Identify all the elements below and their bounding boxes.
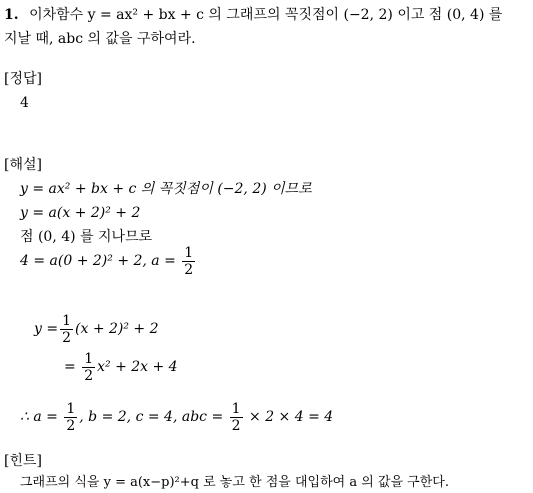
solution-step-3: 점 (0, 4) 를 지나므로 (20, 229, 153, 245)
step7-mid: , b = 2, c = 4, abc = (79, 409, 224, 425)
step7-frac1-den: 2 (66, 417, 76, 434)
step5-right: (x + 2)² + 2 (75, 321, 159, 337)
step6-frac-num: 1 (84, 350, 94, 367)
step7-fraction-abc (230, 401, 243, 434)
step7-frac1-num: 1 (66, 400, 76, 417)
problem-text-2: 지날 때, abc 의 값을 구하여라. (4, 31, 196, 47)
hint-text: 그래프의 식을 y = a(x−p)²+q 로 놓고 한 점을 대입하여 a 의 값을 구한다. (20, 475, 449, 490)
answer-heading: [정답] (4, 71, 42, 87)
step6-left: = (64, 359, 76, 375)
solution-step-1: y = ax² + bx + c 의 꼭짓점이 (−2, 2) 이므로 (20, 181, 312, 197)
solution-heading: [해설] (4, 157, 42, 173)
step7-frac2-num: 1 (231, 400, 241, 417)
step7-frac2-den: 2 (231, 417, 241, 434)
answer-value: 4 (20, 95, 29, 111)
step6-frac-den: 2 (84, 367, 94, 384)
step6-fraction (82, 351, 95, 384)
step4-frac-den: 2 (184, 261, 194, 278)
solution-step-6 (64, 350, 178, 384)
solution-step-7 (20, 400, 333, 434)
problem-text-1: 이차함수 y = ax² + bx + c 의 그래프의 꼭짓점이 (−2, 2) 이고 점 (0, 4) 를 (29, 7, 503, 23)
problem-number: 1. (4, 7, 19, 23)
solution-step-4 (20, 244, 197, 278)
step4-fraction (182, 245, 195, 278)
step6-right: x² + 2x + 4 (97, 359, 178, 375)
step5-fraction (60, 313, 73, 346)
problem-line-2 (4, 30, 196, 48)
hint-heading: [힌트] (4, 453, 42, 469)
problem-line-1 (4, 6, 502, 24)
step7-tail: × 2 × 4 = 4 (249, 409, 334, 425)
step4-frac-num: 1 (184, 244, 194, 261)
step5-frac-num: 1 (62, 312, 72, 329)
step7-prefix: ∴ a = (20, 409, 58, 425)
step7-fraction-a (64, 401, 77, 434)
solution-step-5 (34, 312, 159, 346)
solution-step-2: y = a(x + 2)² + 2 (20, 205, 141, 221)
step5-frac-den: 2 (62, 329, 72, 346)
step4-left: 4 = a(0 + 2)² + 2, a = (20, 253, 176, 269)
step5-left: y = (34, 321, 59, 337)
